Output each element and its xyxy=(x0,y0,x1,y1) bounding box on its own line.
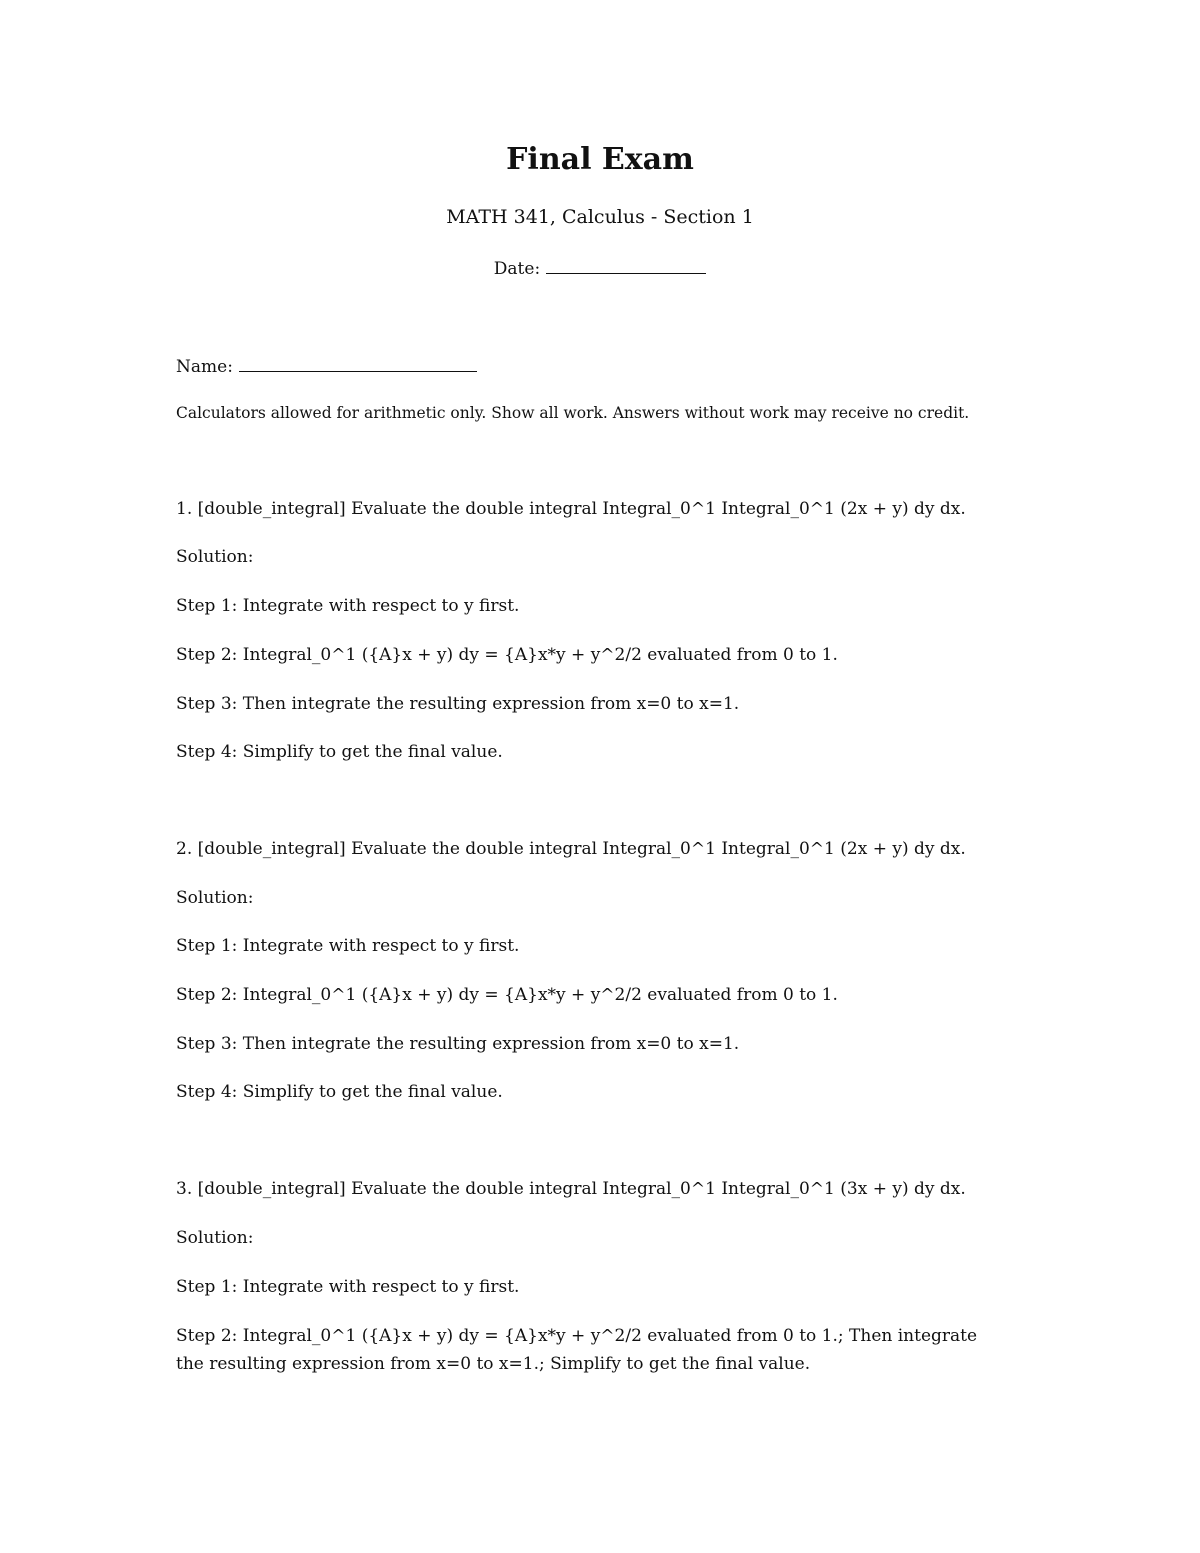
question-1-step-2: Step 2: Integral_0^1 ({A}x + y) dy = {A}x*y + y^2/2 evaluated from 0 to 1. xyxy=(176,645,838,665)
question-2-step-1: Step 1: Integrate with respect to y first. xyxy=(176,936,520,956)
name-field xyxy=(176,354,477,380)
question-2-prompt: 2. [double_integral] Evaluate the double integral Integral_0^1 Integral_0^1 (2x + y) dy dx. xyxy=(176,839,966,859)
question-1-step-3: Step 3: Then integrate the resulting expression from x=0 to x=1. xyxy=(176,694,740,714)
date-blank-line xyxy=(546,257,706,274)
question-1-step-4: Step 4: Simplify to get the final value. xyxy=(176,742,503,762)
question-2-step-3: Step 3: Then integrate the resulting expression from x=0 to x=1. xyxy=(176,1034,740,1054)
question-3-solution-label: Solution: xyxy=(176,1228,254,1248)
question-3-step-2: Step 2: Integral_0^1 ({A}x + y) dy = {A}x*y + y^2/2 evaluated from 0 to 1.; Then integrate the resulting expression from x=0 to x=1.; Simplify to get the final value. xyxy=(176,1326,978,1374)
question-3-step-1: Step 1: Integrate with respect to y first. xyxy=(176,1277,520,1297)
question-1-prompt: 1. [double_integral] Evaluate the double integral Integral_0^1 Integral_0^1 (2x + y) dy dx. xyxy=(176,499,966,519)
exam-title: Final Exam xyxy=(506,142,694,177)
name-label: Name: xyxy=(176,357,233,377)
course-subtitle: MATH 341, Calculus - Section 1 xyxy=(446,206,754,228)
question-2-step-4: Step 4: Simplify to get the final value. xyxy=(176,1082,503,1102)
question-1-solution-label: Solution: xyxy=(176,547,254,567)
question-2-step-2: Step 2: Integral_0^1 ({A}x + y) dy = {A}x*y + y^2/2 evaluated from 0 to 1. xyxy=(176,985,838,1005)
date-field xyxy=(0,256,1200,282)
question-3-prompt: 3. [double_integral] Evaluate the double integral Integral_0^1 Integral_0^1 (3x + y) dy dx. xyxy=(176,1179,966,1199)
name-blank-line xyxy=(239,355,477,372)
date-label: Date: xyxy=(493,259,541,279)
question-1-step-1: Step 1: Integrate with respect to y first. xyxy=(176,596,520,616)
question-2-solution-label: Solution: xyxy=(176,888,254,908)
exam-instructions: Calculators allowed for arithmetic only. Show all work. Answers without work may receive no credit. xyxy=(176,404,970,422)
